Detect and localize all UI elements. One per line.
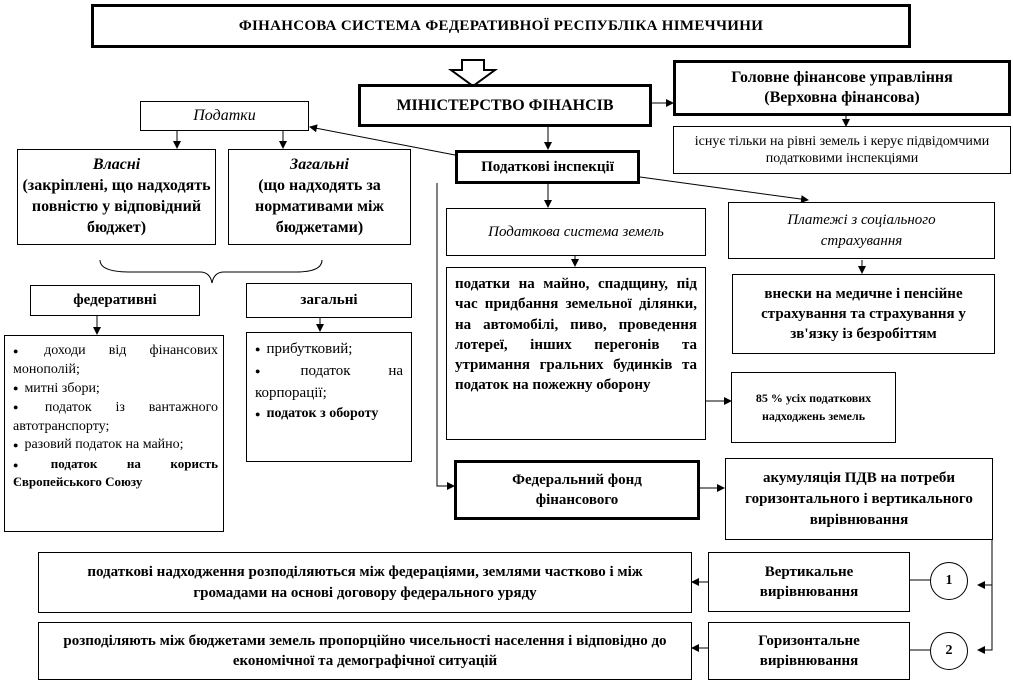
land-tax-label-box [446,208,706,256]
horizontal-label: Горизонтальне вирівнювання [758,632,860,669]
land-tax-desc-box [446,267,706,440]
main-directorate-box [673,60,1011,116]
horizontal-label-box [708,622,910,680]
federal-fund-label: Федеральний фонд фінансового [512,471,642,508]
federal-fund-box [454,460,700,520]
page-title [91,4,911,48]
federal-label: федеративні [73,292,157,308]
own-taxes-desc: (закріплені, що надходять повністю у відповідний бюджет) [22,177,211,236]
taxes-label: Податки [193,107,256,124]
common-taxes-box [228,149,411,245]
step-1-circle [930,562,968,600]
general-label: загальні [300,292,358,308]
ministry-label: МІНІСТЕРСТВО ФІНАНСІВ [396,96,614,114]
social-label: Платежі з соціального страхування [787,212,936,249]
vertical-desc-box [38,552,692,613]
federal-fund-desc: акумуляція ПДВ на потреби горизонтального і вертикального вирівнювання [745,469,973,528]
ministry-box [358,84,652,127]
general-item-3: ● податок з обороту [255,404,403,424]
federal-label-box [30,285,200,316]
main-directorate-note [673,126,1011,174]
common-taxes-title: Загальні [290,156,349,174]
land-tax-share: 85 % усіх податкових надходжень земель [755,391,872,423]
tax-inspections-box [455,150,640,184]
own-taxes-title: Власні [92,156,141,174]
common-taxes-desc: (що надходять за нормативами між бюджетами) [254,177,385,236]
social-label-box [728,202,995,259]
social-desc-box [732,274,995,354]
federal-list-box [4,335,224,532]
federal-item-3: ● податок із вантажного автотранспорту; [13,399,218,437]
land-tax-share-box [731,372,896,443]
horizontal-desc: розподіляють між бюджетами земель пропорційно чисельності населення і відповідно до економічної та демографічної ситуацій [63,632,667,669]
vertical-desc: податкові надходження розподіляються між федераціями, землями частково і між громадами на основі договору федерального уряду [87,564,643,601]
land-tax-desc: податки на майно, спадщину, під час придбання земельної ділянки, на автомобілі, пиво, проведення лотереї, інших перегонів та утримання гральних будинків та податок на пожежну оборону [455,276,697,394]
federal-item-5: ● податок на користь Європейського Союзу [13,455,218,490]
vertical-label: Вертикальне вирівнювання [759,563,859,600]
page-title-text: ФІНАНСОВА СИСТЕМА ФЕДЕРАТИВНОЇ РЕСПУБЛІКА НІМЕЧЧИНИ [238,17,764,34]
step-1-number: 1 [945,573,953,588]
main-directorate-note-text: існує тільки на рівні земель і керує підвідомчими податковими інспекціями [694,133,990,166]
taxes-box [140,101,309,131]
general-item-1: ● прибутковий; [255,339,403,361]
federal-item-4: ● разовий податок на майно; [13,436,218,455]
own-taxes-box [17,149,216,245]
brace [100,260,322,283]
title-down-arrow [451,60,495,86]
horizontal-desc-box [38,622,692,680]
main-directorate-line2: (Верховна фінансова) [764,89,920,106]
federal-item-1: ● доходи від фінансових монополій; [13,342,218,380]
step-2-circle [930,632,968,670]
general-list-box [246,332,412,462]
general-label-box [246,283,412,318]
vertical-label-box [708,552,910,612]
federal-item-2: ● митні збори; [13,380,218,399]
step-2-number: 2 [945,643,953,658]
federal-list [13,342,218,490]
general-list [255,339,403,425]
federal-fund-desc-box [725,458,993,540]
general-item-2: ● податок на корпорації; [255,361,403,405]
tax-inspections-label: Податкові інспекції [481,158,614,175]
main-directorate-line1: Головне фінансове управління [731,69,953,86]
social-desc: внески на медичне і пенсійне страхування та страхування у зв'язку із безробіттям [761,285,966,343]
land-tax-label: Податкова система земель [488,223,664,240]
